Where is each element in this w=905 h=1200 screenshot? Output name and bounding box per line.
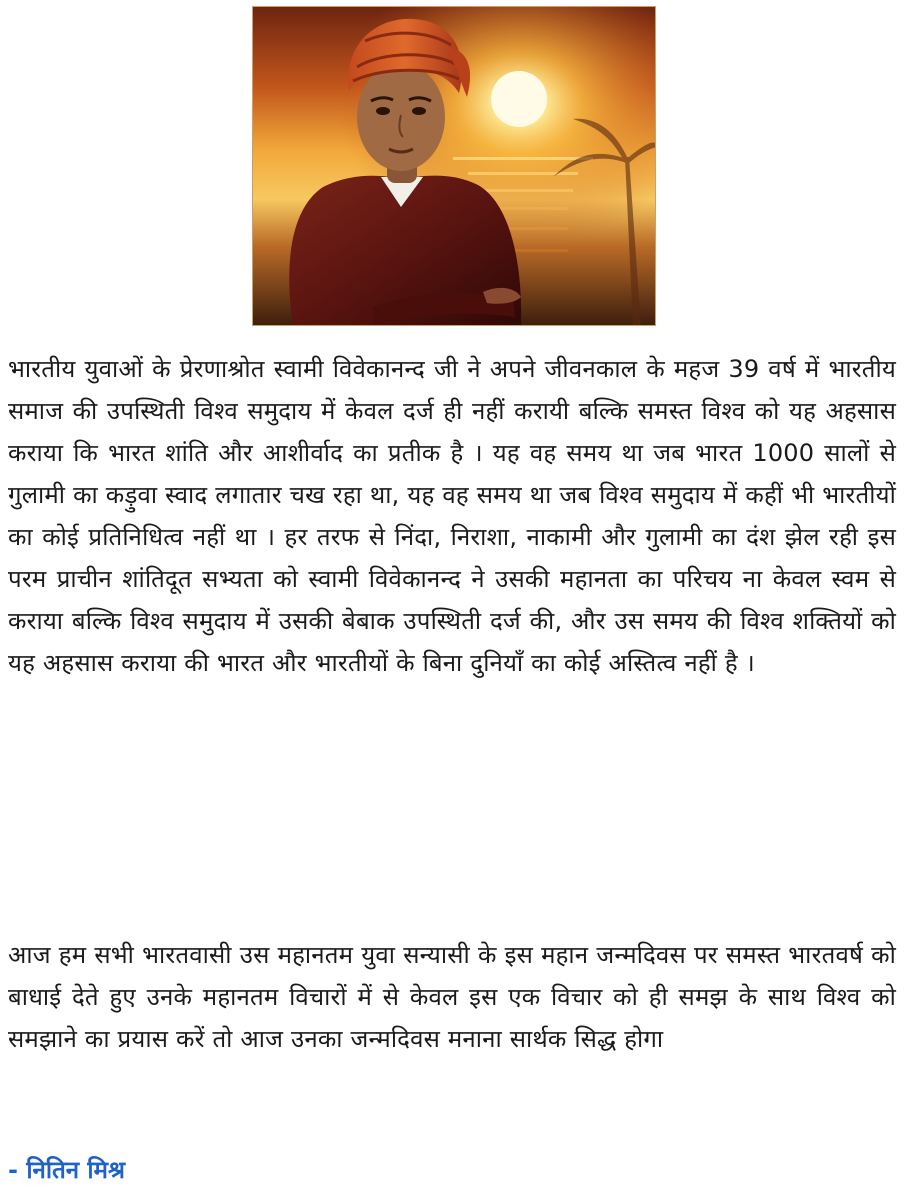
portrait-image <box>252 6 656 326</box>
article-paragraph-2: आज हम सभी भारतवासी उस महानतम युवा सन्यासी के इस महान जन्मदिवस पर समस्त भारतवर्ष को बाधाई देते हुए उनके महानतम विचारों में से केवल इस एक विचार को ही समझ के साथ विश्व को समझाने का प्रयास करें तो आज उनका जन्मदिवस मनाना सार्थक सिद्ध होगा <box>8 941 896 1053</box>
portrait-illustration <box>253 7 656 326</box>
author-signature: - नितिन मिश्र <box>8 1156 125 1184</box>
article-paragraph-1: भारतीय युवाओं के प्रेरणाश्रोत स्वामी विवेकानन्द जी ने अपने जीवनकाल के महज 39 वर्ष में भारतीय समाज की उपस्थिती विश्व समुदाय में केवल दर्ज ही नहीं करायी बल्कि समस्त विश्व को यह अहसास कराया कि भारत शांति और आशीर्वाद का प्रतीक है । यह वह समय था जब भारत 1000 सालों से गुलामी का कड़ुवा स्वाद लगातार चख रहा था, यह वह समय था जब विश्व समुदाय में कहीं भी भारतीयों का कोई प्रतिनिधित्व नहीं था । हर तरफ से निंदा, निराशा, नाकामी और गुलामी का दंश झेल रही इस परम प्राचीन शांतिदूत सभ्यता को स्वामी विवेकानन्द ने उसकी महानता का परिचय ना केवल स्वम से कराया बल्कि विश्व समुदाय में उसकी बेबाक उपस्थिती दर्ज की, और उस समय की विश्व शक्तियों को यह अहसास कराया की भारत और भारतीयों के बिना दुनियाँ का कोई अस्तित्व नहीं है । <box>8 355 896 677</box>
sun-shape <box>491 71 547 127</box>
